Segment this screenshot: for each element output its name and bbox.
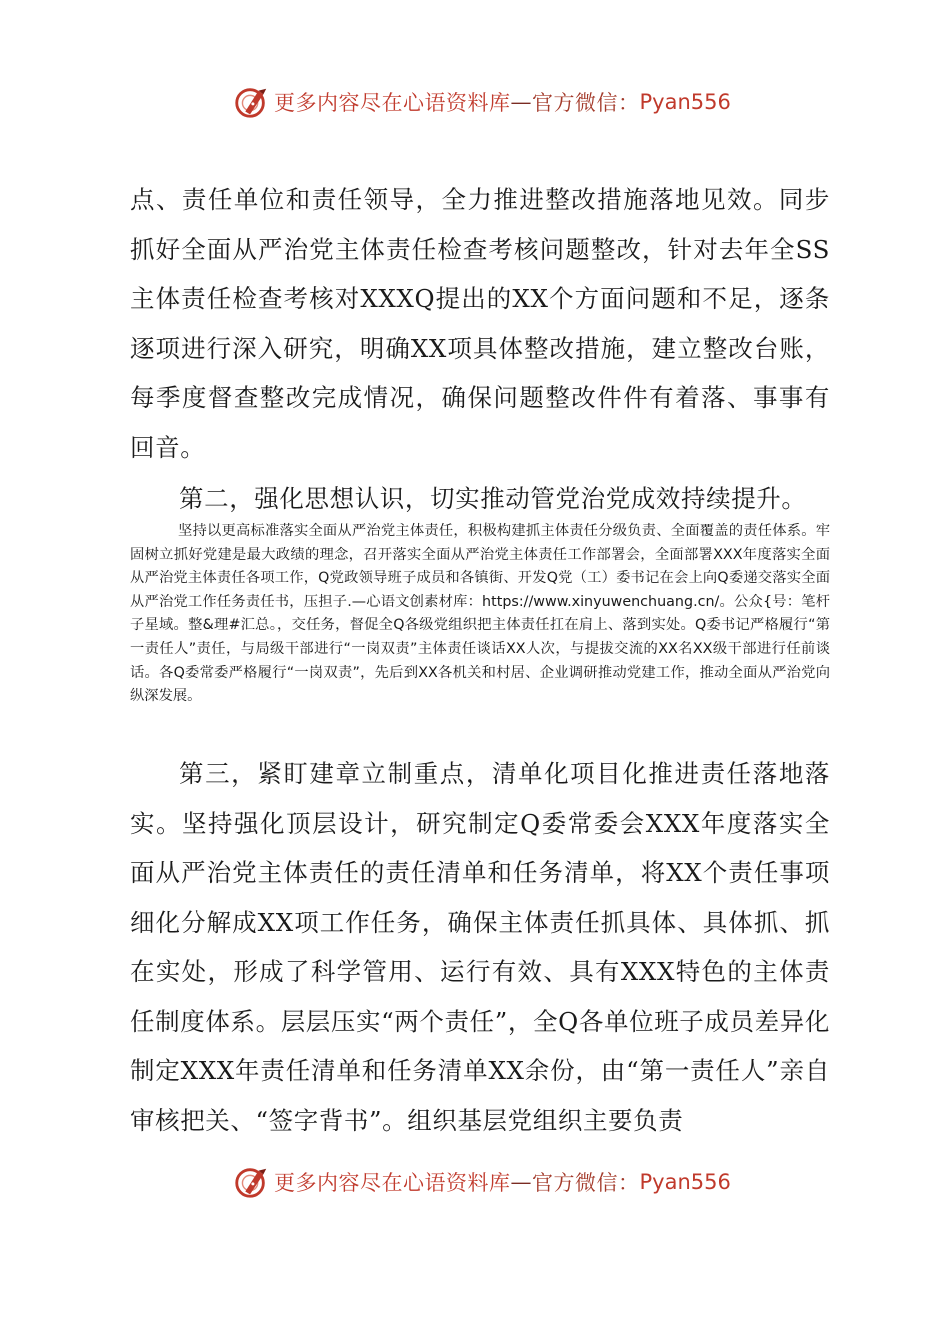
paragraph-2: 坚持以更高标准落实全面从严治党主体责任，积极构建抓主体责任分级负责、全面覆盖的责任体系。牢固树立抓好党建是最大政绩的理念，召开落实全面从严治党主体责任工作部署会，全面部署XXX年度落实全面从严治党主体责任各项工作，Q党政领导班子成员和各镇街、开发Q党（工）委书记在会上向Q委递交落实全面从严治党工作任务责任书，压担子.—心语文创素材库：https://www.xinyuwenchuang.cn/。公众{号：笔杆子星域。整&理#汇总。，交任务，督促全Q各级党组织把主体责任扛在肩上、落到实处。Q委书记严格履行“第一责任人”责任，与局级干部进行“一岗双责”主体责任谈话XX人次，与提拔交流的XX名XX级干部进行任前谈话。各Q委常委严格履行“一岗双责”，先后到XX各机关和村居、企业调研推动党建工作，推动全面从严治党向纵深发展。 <box>130 523 830 705</box>
banner-wechat-label: 官方微信： <box>532 91 640 115</box>
banner-wechat-label: 官方微信： <box>532 1171 640 1195</box>
banner-wechat-id: Pyan556 <box>639 1170 731 1194</box>
section-heading-2: 第二，强化思想认识，切实推动管党治党成效持续提升。 <box>179 484 807 513</box>
header-watermark-banner <box>232 82 731 122</box>
fountain-pen-logo-icon <box>232 83 270 121</box>
banner-slogan: 更多内容尽在心语资料库 <box>274 1171 511 1195</box>
banner-wechat-id: Pyan556 <box>639 90 731 114</box>
banner-separator: — <box>510 1170 532 1194</box>
banner-separator: — <box>510 90 532 114</box>
footer-watermark-banner <box>232 1162 731 1202</box>
paragraph-3: 第三，紧盯建章立制重点，清单化项目化推进责任落地落实。坚持强化顶层设计，研究制定Q委常委会XXX年度落实全面从严治党主体责任的责任清单和任务清单，将XX个责任事项细化分解成XX项工作任务，确保主体责任抓具体、具体抓、抓在实处，形成了科学管用、运行有效、具有XXX特色的主体责任制度体系。层层压实“两个责任”，全Q各单位班子成员差异化制定XXX年责任清单和任务清单XX余份，由“第一责任人”亲自审核把关、“签字背书”。组织基层党组织主要负责 <box>130 759 830 1135</box>
paragraph-1: 点、责任单位和责任领导，全力推进整改措施落地见效。同步抓好全面从严治党主体责任检查考核问题整改，针对去年全SS主体责任检查考核对XXXQ提出的XX个方面问题和不足，逐条逐项进行深入研究，明确XX项具体整改措施，建立整改台账，每季度督查整改完成情况，确保问题整改件件有着落、事事有回音。 <box>130 185 830 462</box>
banner-slogan: 更多内容尽在心语资料库 <box>274 91 511 115</box>
fountain-pen-logo-icon <box>232 1163 270 1201</box>
